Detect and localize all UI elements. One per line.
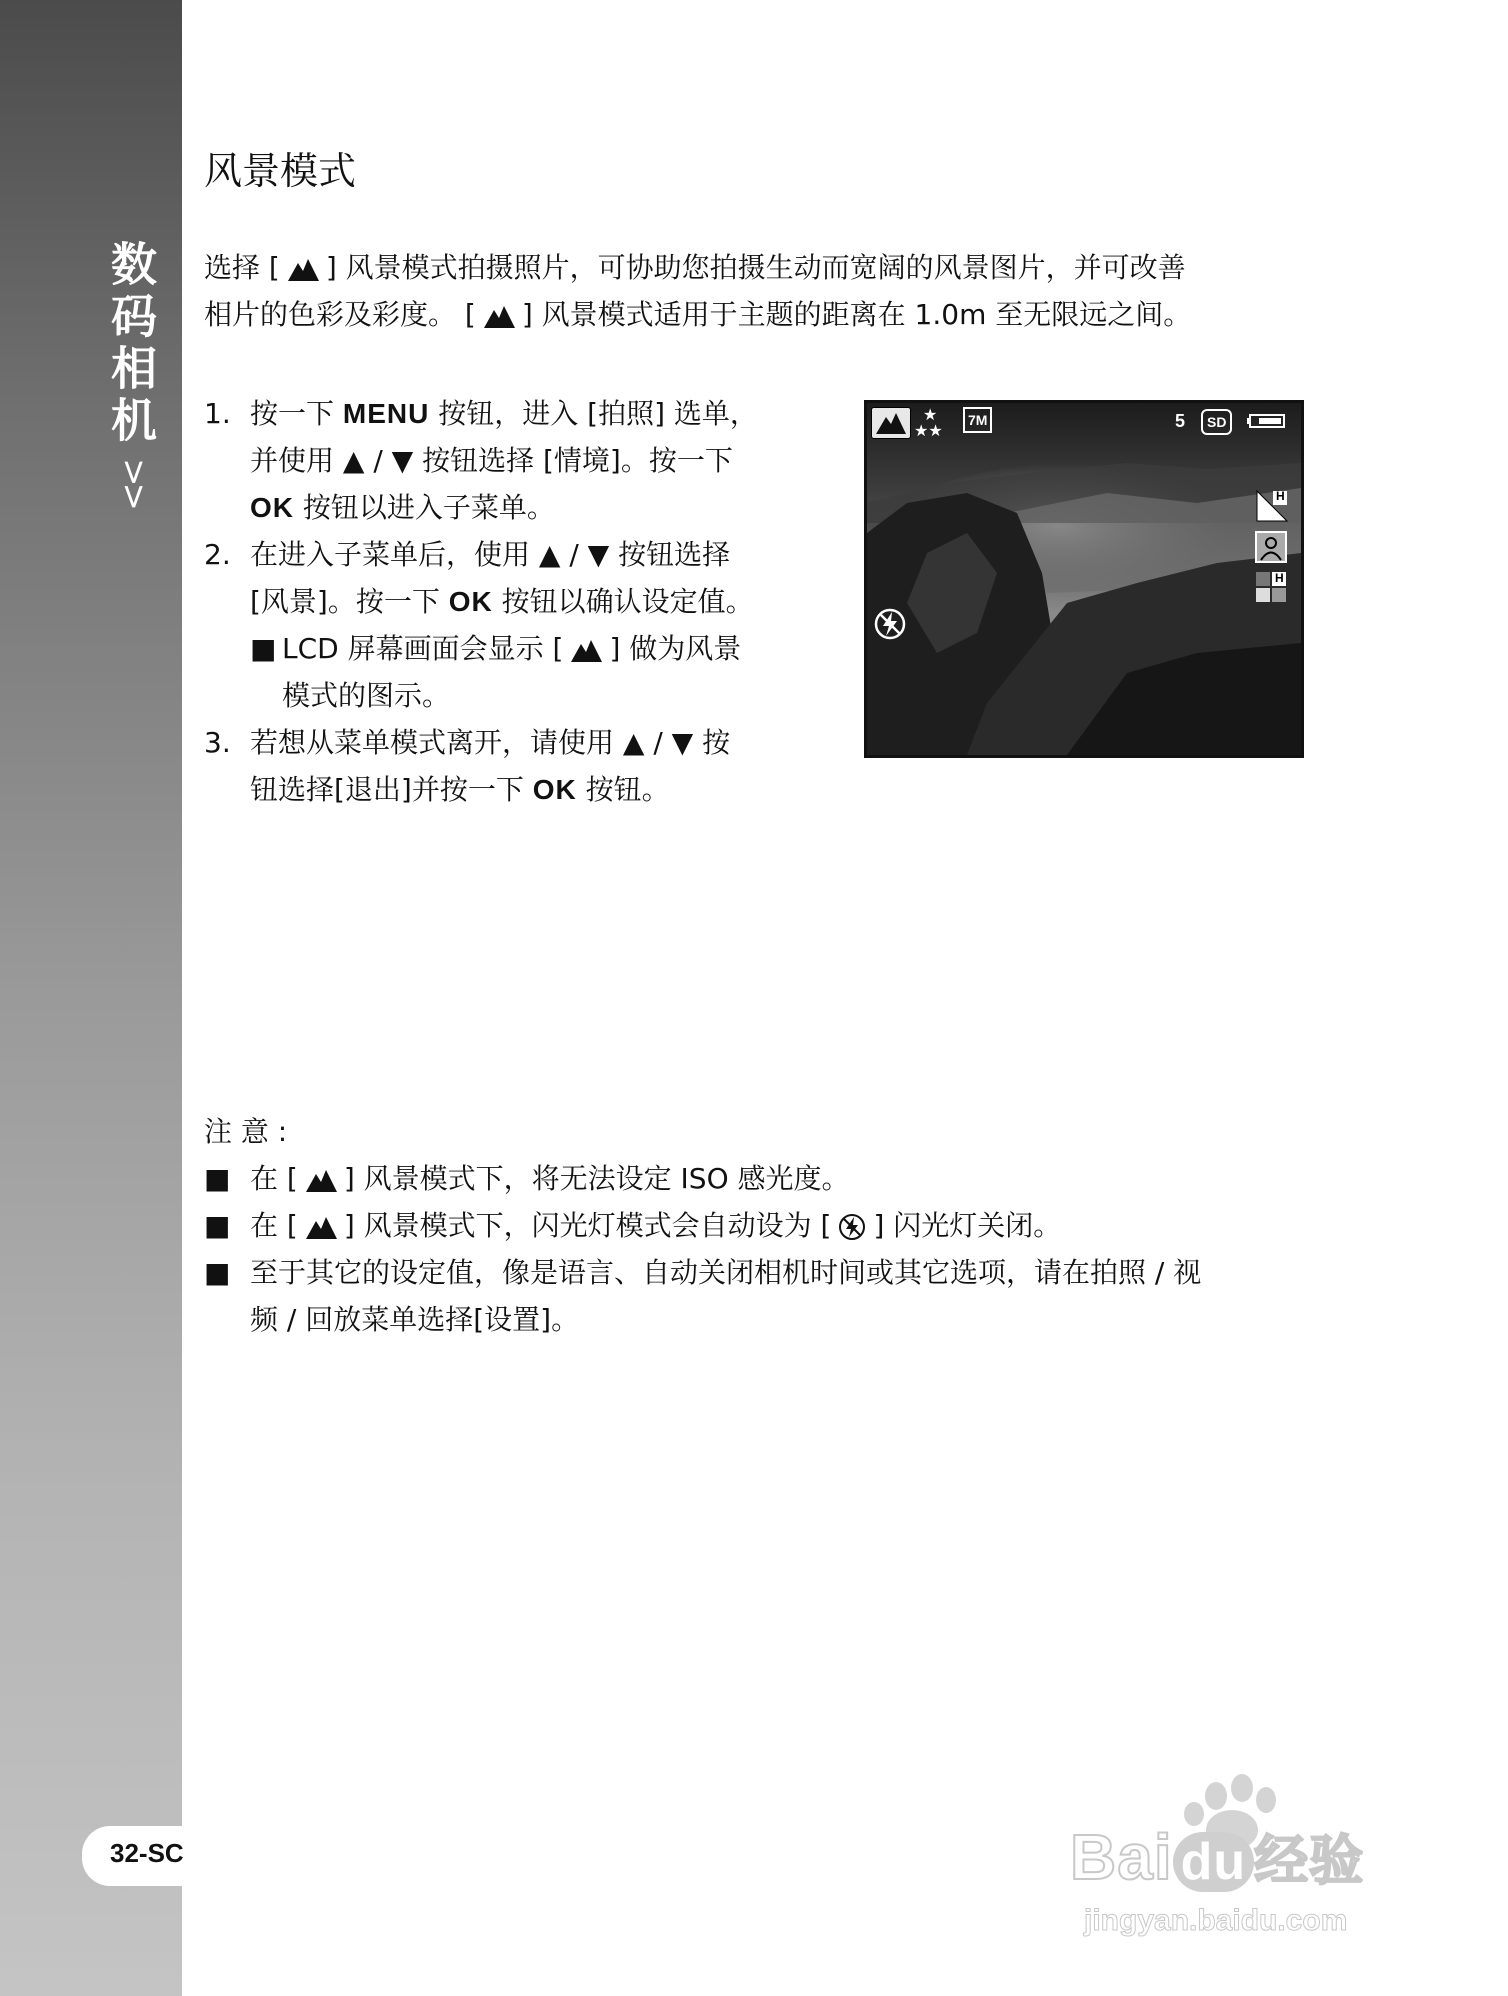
svg-text:★: ★ <box>923 405 938 424</box>
battery-icon <box>1247 413 1287 429</box>
watermark-jingyan: 经验 <box>1254 1829 1365 1892</box>
flash-off-icon <box>837 1212 867 1242</box>
step-text: 钮选择[退出]并按一下 <box>250 773 533 806</box>
scene-landscape-icon <box>871 407 911 439</box>
sharpness-badge: H <box>1275 571 1284 585</box>
notes-section <box>204 1108 1314 1343</box>
step-text: 若想从菜单模式离开，请使用 ▲ / ▼ 按 <box>250 726 731 759</box>
image-quality-icon <box>1255 489 1289 523</box>
watermark-bai: Bai <box>1070 1821 1173 1893</box>
square-bullet-icon: ■ <box>204 1209 231 1242</box>
note-item-2 <box>204 1202 1314 1249</box>
intro-text: ] 风景模式拍摄照片，可协助您拍摄生动而宽阔的风景图片，并可改善 <box>325 251 1186 284</box>
page-number: 32-SC <box>110 1838 184 1868</box>
step-1 <box>204 390 804 531</box>
step-number: 1. <box>204 397 231 430</box>
menu-key-label: MENU <box>342 398 430 429</box>
ok-key-label: OK <box>532 774 577 805</box>
intro-paragraph <box>204 244 1314 338</box>
intro-text: 选择 [ <box>204 251 280 284</box>
quality-badge: H <box>1276 489 1285 503</box>
note-text: ] 风景模式下，将无法设定 ISO 感光度。 <box>343 1162 850 1195</box>
resolution-indicator: 7M <box>963 407 992 433</box>
step-number: 3. <box>204 726 231 759</box>
ok-key-label: OK <box>250 492 294 523</box>
note-text: 在 [ <box>250 1209 298 1242</box>
bullet-text: ] 做为风景 <box>609 632 742 665</box>
note-text: ] 闪光灯关闭。 <box>873 1209 1062 1242</box>
watermark-brand <box>1070 1818 1364 1895</box>
lcd-screen-photo <box>864 400 1304 758</box>
bullet-text: LCD 屏幕画面会显示 [ <box>282 632 564 665</box>
chevron-right-icon: >> <box>114 458 154 507</box>
landscape-mode-icon <box>480 300 518 332</box>
step-number: 2. <box>204 538 231 571</box>
watermark-du: du <box>1173 1832 1255 1892</box>
watermark-url: jingyan.baidu.com <box>1084 1904 1348 1937</box>
square-bullet-icon: ■ <box>204 1162 231 1195</box>
intro-text: 相片的色彩及彩度。 [ <box>204 298 476 331</box>
step-2 <box>204 531 804 719</box>
intro-line-1 <box>204 244 1314 291</box>
notes-title: 注 意 : <box>204 1115 288 1148</box>
note-item-1 <box>204 1155 1314 1202</box>
face-detect-icon <box>1255 531 1287 563</box>
landscape-mode-icon <box>284 253 322 285</box>
steps-list <box>204 390 804 813</box>
square-bullet-icon: ■ <box>204 1256 231 1289</box>
shots-remaining: 5 <box>1175 411 1186 431</box>
step-text: 在进入子菜单后，使用 ▲ / ▼ 按钮选择 <box>250 538 731 571</box>
ok-key-label: OK <box>448 586 493 617</box>
step-text: 按一下 <box>250 397 343 430</box>
intro-text: ] 风景模式适用于主题的距离在 1.0m 至无限远之间。 <box>521 298 1192 331</box>
baidu-jingyan-watermark <box>1066 1766 1426 1946</box>
landscape-photo <box>867 403 1301 755</box>
page-title: 风景模式 <box>204 149 357 193</box>
step-text: [风景]。按一下 <box>250 585 449 618</box>
flash-off-icon <box>873 607 907 641</box>
step-text: 按钮以进入子菜单。 <box>294 491 555 524</box>
step-text: 并使用 ▲ / ▼ 按钮选择 [情境]。按一下 <box>250 444 733 477</box>
landscape-mode-icon <box>567 634 605 666</box>
intro-line-2 <box>204 291 1314 338</box>
sharpness-icon <box>1255 571 1289 605</box>
section-title: 数码相机 <box>104 240 158 448</box>
landscape-mode-icon <box>302 1211 340 1243</box>
square-bullet-icon: ■ <box>250 632 277 665</box>
step-text: 按钮以确认设定值。 <box>492 585 754 618</box>
sidebar <box>0 0 182 1996</box>
step-2-bullet <box>250 625 804 719</box>
note-text: 在 [ <box>250 1162 298 1195</box>
step-text: 按钮，进入 [拍照] 选单， <box>429 397 758 430</box>
quality-stars-icon <box>913 405 947 439</box>
bullet-text: 模式的图示。 <box>282 679 451 712</box>
sd-card-indicator: SD <box>1201 409 1232 435</box>
note-text: 至于其它的设定值，像是语言、自动关闭相机时间或其它选项，请在拍照 / 视 <box>250 1256 1202 1289</box>
step-text: 按钮。 <box>576 773 670 806</box>
svg-text:★★: ★★ <box>914 421 943 439</box>
note-item-3 <box>204 1249 1314 1343</box>
note-text: 频 / 回放菜单选择[设置]。 <box>250 1303 580 1336</box>
step-3 <box>204 719 804 813</box>
note-text: ] 风景模式下，闪光灯模式会自动设为 [ <box>343 1209 832 1242</box>
landscape-mode-icon <box>302 1164 340 1196</box>
